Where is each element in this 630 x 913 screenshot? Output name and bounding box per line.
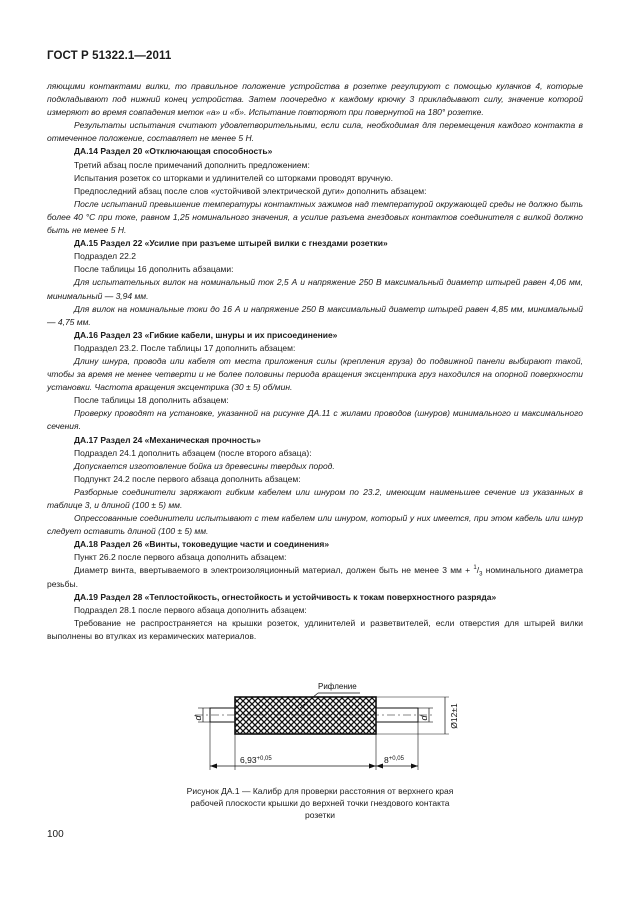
fraction-denominator: 3 <box>479 572 483 579</box>
section-heading: ДА.15 Раздел 22 «Усилие при разъеме штырей вилки с гнездами розетки» <box>74 238 388 249</box>
document-body <box>47 80 583 643</box>
paragraph: Длину шнура, провода или кабеля от места приложения силы (крепления груза) до подвижной панели выбирают такой, чтобы за время не менее четверти и не более половины периода вращения эксцентрика груз находился на опорной поверхности установки. Частота вращения эксцентрика (30 ± 5) об/мин. <box>47 355 583 393</box>
paragraph: Третий абзац после примечаний дополнить предложением: <box>74 159 310 170</box>
paragraph: Предпоследний абзац после слов «устойчивой электрической дуги» дополнить абзацем: <box>74 185 427 196</box>
section-heading: ДА.18 Раздел 26 «Винты, токоведущие части и соединения» <box>74 539 330 550</box>
knurled-body <box>235 697 376 734</box>
dim-left-length <box>240 755 272 765</box>
paragraph: После таблицы 18 дополнить абзацем: <box>74 395 229 406</box>
label-knurl: Рифление <box>318 682 357 691</box>
dim-d-right: d <box>419 715 429 721</box>
paragraph: Разборные соединители заряжают гибким кабелем или шнуром по 23.2, имеющим наименьшее сечение из указанных в таблице 3, и длиной (100 ± 5) мм. <box>47 486 583 510</box>
dim-left-base: 6,93 <box>240 755 257 765</box>
paragraph: Испытания розеток со шторками и удлинителей со шторками проводят вручную. <box>74 172 393 183</box>
paragraph: Требование не распространяется на крышки розеток, удлинителей и разветвителей, если отверстия для штырей вилки выполнены во втулках из керамических материалов. <box>47 617 583 641</box>
arrowhead <box>369 764 376 769</box>
arrowhead <box>411 764 418 769</box>
text-run: Диаметр винта, ввертываемого в электроизоляционный материал, должен быть не менее 3 мм + <box>74 565 471 576</box>
dim-right-base: 8 <box>384 755 389 765</box>
dim-right-tol: +0,05 <box>388 756 404 762</box>
paragraph: Подраздел 22.2 <box>74 251 136 262</box>
paragraph: Подраздел 28.1 после первого абзаца дополнить абзацем: <box>74 604 307 615</box>
gauge-drawing <box>0 662 630 787</box>
paragraph: После испытаний превышение температуры контактных зажимов над температурой окружающей среды не должно быть более 40 °С при токе, равном 1,25 номинального значения, а усилие разъема гнездовых контактов соединителя с вилкой должно быть не менее 5 Н. <box>47 198 583 236</box>
arrowhead <box>376 764 383 769</box>
paragraph: Для вилок на номинальные токи до 16 А и напряжение 250 В максимальный диаметр штырей равен 4,85 мм, минимальный — 4,75 мм. <box>47 303 583 327</box>
dim-left-tol: +0,05 <box>256 756 272 762</box>
paragraph: Диаметр винта, ввертываемого в электроизоляционный материал, должен быть не менее 3 мм + $^1/_3$ номинального диаметра резьбы. <box>47 565 583 589</box>
paragraph: ляющими контактами вилки, то правильное положение устройства в розетке регулируют с помощью кулачков 4, которые подкладывают под нижний конец устройства. Затем поочередно к каждому крючку 3 прикладывают силу, значение которой измеряют во время совпадения меток «а» и «б». Испытание повторяют при повернутой на 180° розетке. <box>47 81 583 118</box>
page-number: 100 <box>47 829 64 840</box>
paragraph: Проверку проводят на установке, указанной на рисунке ДА.11 с жилами проводов (шнуров) минимального и максимального сечения. <box>47 408 583 432</box>
right-shaft <box>374 708 418 722</box>
paragraph: Подраздел 24.1 дополнить абзацем (после второго абзаца): <box>74 447 312 458</box>
section-heading: ДА.14 Раздел 20 «Отключающая способность» <box>74 146 273 157</box>
paragraph: После таблицы 16 дополнить абзацами: <box>74 264 234 275</box>
text-run: номинального диаметра резьбы. <box>47 565 583 589</box>
arrowhead <box>210 764 217 769</box>
fraction-numerator: 1 <box>473 565 477 572</box>
paragraph: Результаты испытания считают удовлетворительными, если сила, необходимая для перемещения каждого контакта в отмеченное положение, составляет не менее 5 Н. <box>47 120 583 144</box>
section-heading: ДА.16 Раздел 23 «Гибкие кабели, шнуры и их присоединение» <box>74 329 338 340</box>
figure-caption: Рисунок ДА.1 — Калибр для проверки расстояния от верхнего края рабочей плоскости крышки до верхней точки гнездового контакта розетки <box>186 786 454 820</box>
dim-right-length <box>384 755 405 765</box>
paragraph: Опрессованные соединители испытывают с тем кабелем или шнуром, который у них имеется, при этом кабель или шнур следует оставить длиной (100 ± 5) мм. <box>47 513 583 537</box>
paragraph: Пункт 26.2 после первого абзаца дополнить абзацем: <box>74 552 287 563</box>
paragraph: Подраздел 23.2. После таблицы 17 дополнить абзацем: <box>74 342 296 353</box>
paragraph: Для испытательных вилок на номинальный ток 2,5 А и напряжение 250 В максимальный диаметр штырей равен 4,06 мм, минимальный — 3,94 мм. <box>47 277 583 301</box>
dim-d-left: d <box>193 715 203 721</box>
paragraph: Подпункт 24.2 после первого абзаца дополнить абзацем: <box>74 473 301 484</box>
paragraph: Допускается изготовление бойка из древесины твердых пород. <box>74 460 335 471</box>
section-heading: ДА.19 Раздел 28 «Теплостойкость, огнестойкость и устойчивость к токам поверхностного разряда» <box>74 591 497 602</box>
section-heading: ДА.17 Раздел 24 «Механическая прочность» <box>74 434 261 445</box>
dim-diameter: Ø12±1 <box>449 703 459 729</box>
page-header: ГОСТ Р 51322.1—2011 <box>47 50 172 62</box>
